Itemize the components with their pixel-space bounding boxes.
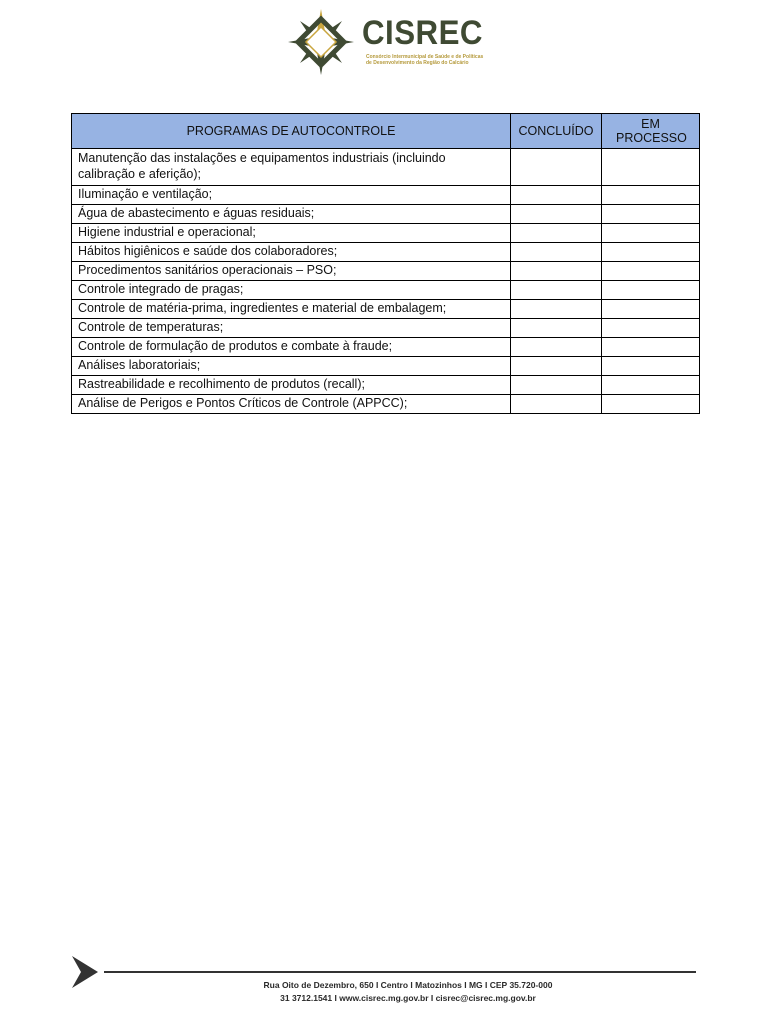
em-processo-cell[interactable] xyxy=(602,395,700,414)
program-cell: Higiene industrial e operacional; xyxy=(72,224,511,243)
program-cell: Rastreabilidade e recolhimento de produtos (recall); xyxy=(72,376,511,395)
em-processo-cell[interactable] xyxy=(602,300,700,319)
em-processo-cell[interactable] xyxy=(602,243,700,262)
compass-emblem-icon xyxy=(286,7,356,77)
concluido-cell[interactable] xyxy=(511,338,602,357)
table-row xyxy=(72,357,700,376)
cisrec-logo xyxy=(286,7,486,77)
em-processo-cell[interactable] xyxy=(602,186,700,205)
concluido-cell[interactable] xyxy=(511,395,602,414)
em-processo-cell[interactable] xyxy=(602,149,700,186)
table-row xyxy=(72,262,700,281)
table-row xyxy=(72,205,700,224)
table-header-row xyxy=(72,114,700,149)
arrow-emblem-icon xyxy=(72,956,100,988)
autocontrol-programs-table xyxy=(71,113,700,414)
program-cell: Análise de Perigos e Pontos Críticos de Controle (APPCC); xyxy=(72,395,511,414)
column-header-em-processo: EM PROCESSO xyxy=(602,114,700,149)
em-processo-cell[interactable] xyxy=(602,262,700,281)
em-processo-cell[interactable] xyxy=(602,357,700,376)
em-processo-cell[interactable] xyxy=(602,376,700,395)
concluido-cell[interactable] xyxy=(511,300,602,319)
program-cell: Hábitos higiênicos e saúde dos colaboradores; xyxy=(72,243,511,262)
program-cell: Controle de temperaturas; xyxy=(72,319,511,338)
footer-contact-block xyxy=(150,979,666,1005)
concluido-cell[interactable] xyxy=(511,357,602,376)
em-processo-cell[interactable] xyxy=(602,224,700,243)
program-cell: Manutenção das instalações e equipamentos industriais (incluindo calibração e aferição); xyxy=(72,149,511,186)
table-row xyxy=(72,395,700,414)
concluido-cell[interactable] xyxy=(511,224,602,243)
program-cell: Controle de formulação de produtos e combate à fraude; xyxy=(72,338,511,357)
em-processo-cell[interactable] xyxy=(602,205,700,224)
program-cell: Controle de matéria-prima, ingredientes e material de embalagem; xyxy=(72,300,511,319)
table-row xyxy=(72,224,700,243)
program-cell: Análises laboratoriais; xyxy=(72,357,511,376)
em-processo-cell[interactable] xyxy=(602,319,700,338)
program-cell: Procedimentos sanitários operacionais – PSO; xyxy=(72,262,511,281)
table-row xyxy=(72,300,700,319)
table-row xyxy=(72,338,700,357)
footer-contact: 31 3712.1541 I www.cisrec.mg.gov.br I cisrec@cisrec.mg.gov.br xyxy=(280,993,536,1003)
concluido-cell[interactable] xyxy=(511,376,602,395)
table-row xyxy=(72,281,700,300)
concluido-cell[interactable] xyxy=(511,243,602,262)
program-cell: Água de abastecimento e águas residuais; xyxy=(72,205,511,224)
program-cell: Iluminação e ventilação; xyxy=(72,186,511,205)
program-cell: Controle integrado de pragas; xyxy=(72,281,511,300)
table-row xyxy=(72,376,700,395)
footer-divider xyxy=(104,971,696,973)
em-processo-cell[interactable] xyxy=(602,281,700,300)
brand-tagline: Consórcio Intermunicipal de Saúde e de Políticas de Desenvolvimento da Região do Calcário xyxy=(366,54,484,66)
concluido-cell[interactable] xyxy=(511,149,602,186)
concluido-cell[interactable] xyxy=(511,205,602,224)
table-row xyxy=(72,243,700,262)
brand-name: CISREC xyxy=(362,14,483,52)
concluido-cell[interactable] xyxy=(511,262,602,281)
concluido-cell[interactable] xyxy=(511,281,602,300)
concluido-cell[interactable] xyxy=(511,319,602,338)
concluido-cell[interactable] xyxy=(511,186,602,205)
table-row xyxy=(72,319,700,338)
table-row xyxy=(72,149,700,186)
column-header-concluido: CONCLUÍDO xyxy=(511,114,602,149)
em-processo-cell[interactable] xyxy=(602,338,700,357)
table-row xyxy=(72,186,700,205)
footer-address: Rua Oito de Dezembro, 650 I Centro I Matozinhos I MG I CEP 35.720-000 xyxy=(263,980,553,990)
column-header-programs: PROGRAMAS DE AUTOCONTROLE xyxy=(72,114,511,149)
